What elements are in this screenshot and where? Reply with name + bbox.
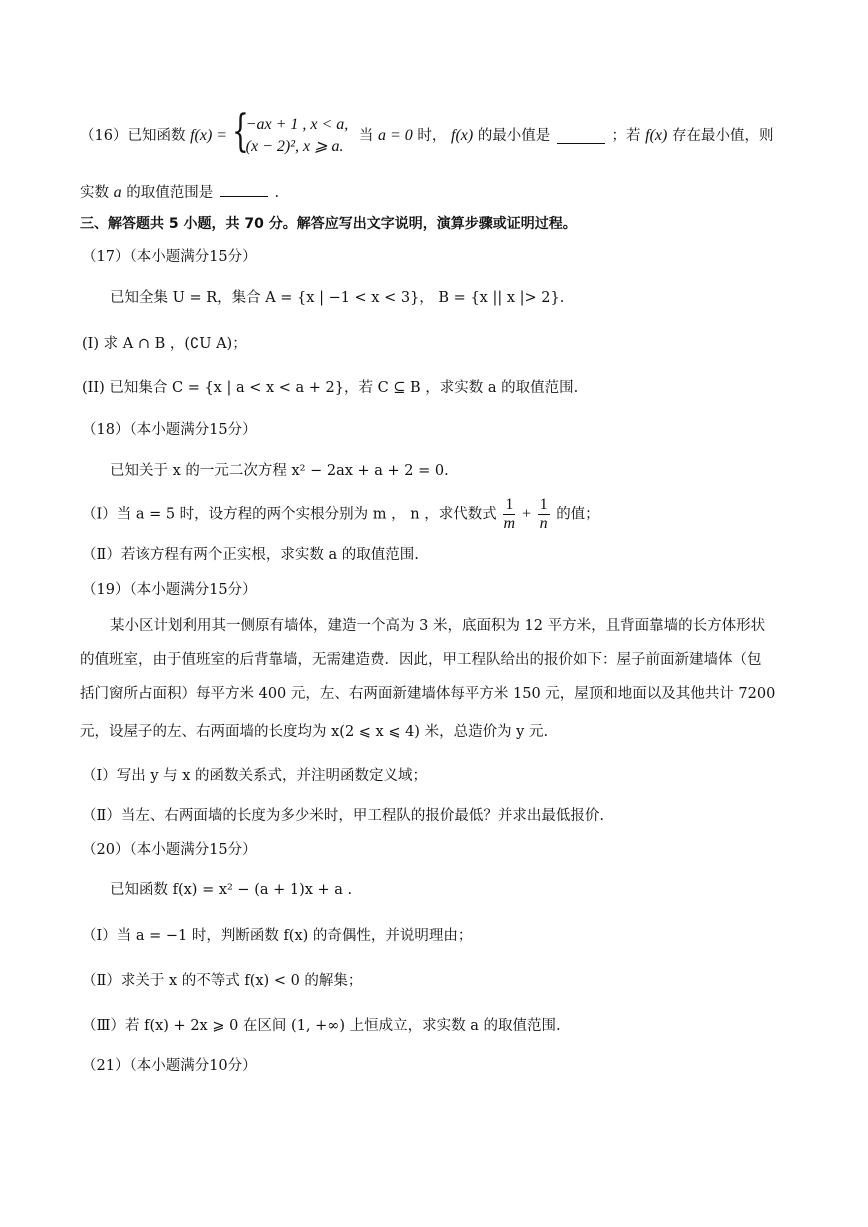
q19-part2: （Ⅱ）当左、右两面墙的长度为多少米时，甲工程队的报价最低？并求出最低报价. [82,808,604,824]
q20-header: （20）（本小题满分15分） [82,842,257,858]
fraction-numerator: 1 [539,496,548,513]
q18-part1-pre: （Ⅰ）当 a = 5 时，设方程的两个实根分别为 m ， n ，求代数式 [82,506,497,523]
q18-part1 [82,496,600,538]
q16-minval: 的最小值是 [477,128,551,144]
q16-when: 当 [358,128,374,144]
fraction-denominator: m [503,515,516,532]
q18-fraction-1 [503,496,515,533]
q16-a: a [113,184,122,201]
q19-line3: 括门窗所占面积）每平方米 400 元，左、右两面新建墙体每平方米 150 元，屋顶和地面以及其他共计 7200 [80,686,776,702]
q16-blank-2[interactable] [220,182,268,197]
q21-header: （21）（本小题满分10分） [82,1058,257,1074]
q17-stem: 已知全集 U = R，集合 A = {x | −1 < x < 3}， B = {x || x |> 2}. [110,290,565,306]
q16-case2: (x − 2)², x ⩾ a. [245,138,344,155]
q18-part1-post: 的值； [556,506,600,523]
q16-cond: a = 0 [377,127,413,144]
q19-part1: （Ⅰ）写出 y 与 x 的函数关系式，并注明函数定义域； [82,768,428,784]
q16-end: . [274,185,280,201]
q20-part3: （Ⅲ）若 f(x) + 2x ⩾ 0 在区间 (1, +∞) 上恒成立，求实数 a 的取值范围. [82,1018,561,1034]
q16-label: （16）已知函数 [80,128,186,144]
fraction-denominator: n [539,515,548,532]
brace-symbol: { [231,106,249,157]
q20-part1: （Ⅰ）当 a = −1 时，判断函数 f(x) 的奇偶性，并说明理由； [82,928,473,944]
q16-blank-1[interactable] [557,129,605,144]
q19-line2: 的值班室，由于值班室的后背靠墙，无需建造费．因此，甲工程队给出的报价如下：屋子前面新建墙体（包 [80,652,762,668]
q16-func: f(x) = [190,127,228,144]
q18-stem: 已知关于 x 的一元二次方程 x² − 2ax + a + 2 = 0. [110,463,449,479]
q17-part1: (I) 求 A ∩ B ，(∁U A)； [82,336,247,352]
q17-header: （17）（本小题满分15分） [82,249,257,265]
q16-line2 [80,182,279,203]
q20-part2: （Ⅱ）求关于 x 的不等式 f(x) < 0 的解集； [82,973,363,989]
q16-when-tail: 时， [417,128,447,144]
q20-stem: 已知函数 f(x) = x² − (a + 1)x + a . [110,882,353,898]
q19-line4: 元，设屋子的左、右两面墙的长度均为 x(2 ⩽ x ⩽ 4) 米，总造价为 y 元. [80,724,549,740]
q16-exist: 存在最小值，则 [671,128,774,144]
q16-line2-pre: 实数 [80,185,109,201]
q16-fx-2: f(x) [645,127,668,144]
q16-line1 [80,106,774,164]
q18-header: （18）（本小题满分15分） [82,422,257,438]
q18-part2: （Ⅱ）若该方程有两个正实根，求实数 a 的取值范围. [82,547,419,563]
q16-case1: −ax + 1 , x < a, [245,116,349,133]
q16-line2-post: 的取值范围是 [126,185,214,201]
q17-part2: (II) 已知集合 C = {x | a < x < a + 2}，若 C ⊆ B ，求实数 a 的取值范围. [82,380,579,396]
q18-plus: + [521,505,531,523]
fraction-numerator: 1 [505,496,514,513]
q16-if: ；若 [611,128,641,144]
q19-header: （19）（本小题满分15分） [82,582,257,598]
q16-fx: f(x) [451,127,474,144]
q19-line1: 某小区计划利用其一侧原有墙体，建造一个高为 3 米，底面积为 12 平方米，且背面靠墙的长方体形状 [110,618,766,634]
section3-heading: 三、解答题共 5 小题，共 70 分。解答应写出文字说明，演算步骤或证明过程。 [80,216,577,232]
q16-piecewise [231,106,349,158]
q18-fraction-2 [538,496,550,533]
